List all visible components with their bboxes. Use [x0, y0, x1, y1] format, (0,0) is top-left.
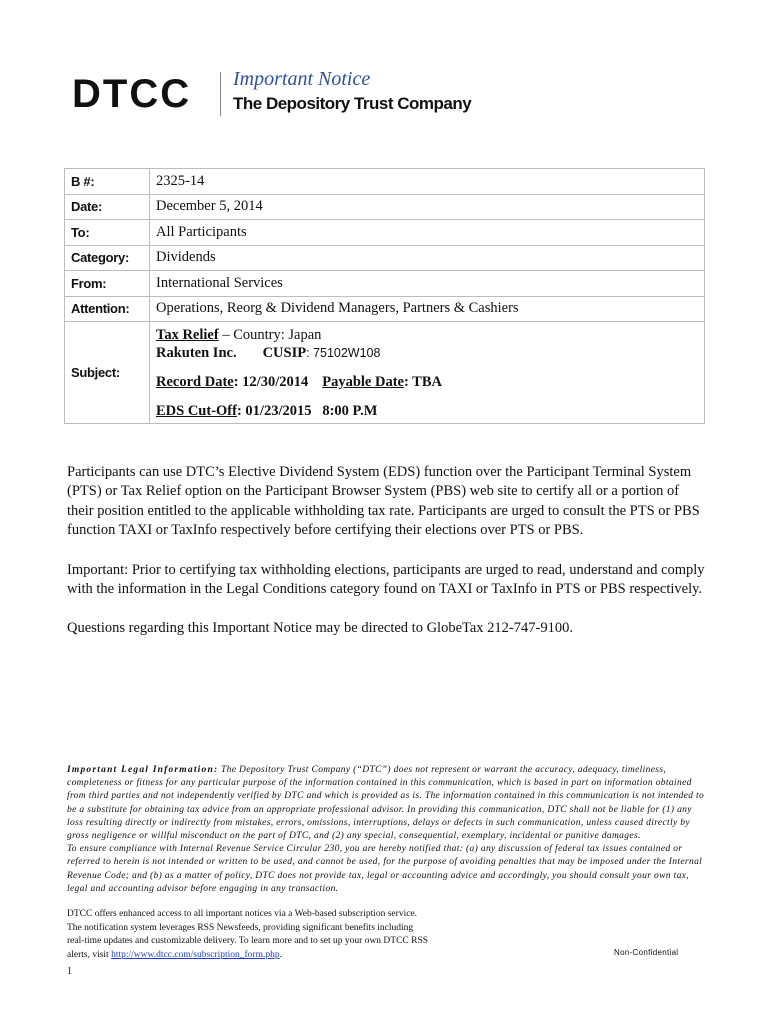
subject-line-issuer	[156, 344, 698, 362]
legal-information	[67, 764, 707, 896]
dtcc-logo: DTCC	[72, 72, 192, 116]
to-label: To:	[65, 220, 150, 246]
attention-value: Operations, Reorg & Dividend Managers, Partners & Cashiers	[150, 296, 705, 322]
record-date-value: : 12/30/2014	[233, 373, 309, 390]
tax-relief-label: Tax Relief	[156, 326, 219, 343]
legal-paragraph-circular-230: To ensure compliance with Internal Revenue Service Circular 230, you are hereby notified that: (a) any discussion of federal tax issues contained or referred to herein is not intended or written to be used, and cannot be used, for the purpose of avoiding penalties that may be imposed under the Internal Revenue Code; and (b) as a matter of policy, DTC does not provide tax, legal or accounting advice and accordingly, you should consult your own tax, legal and accounting advisor before engaging in any transaction.	[67, 844, 703, 894]
company-name: The Depository Trust Company	[233, 94, 472, 113]
legal-heading: Important Legal Information:	[67, 765, 219, 775]
row-from	[65, 271, 705, 297]
footer-line-4-prefix: alerts, visit	[67, 949, 112, 960]
to-value: All Participants	[150, 220, 705, 246]
category-label: Category:	[65, 245, 150, 271]
payable-date-label: Payable Date	[322, 373, 404, 390]
subject-label: Subject:	[65, 322, 150, 424]
from-value: International Services	[150, 271, 705, 297]
eds-cutoff-label: EDS Cut-Off	[156, 402, 237, 419]
legal-paragraph-disclaimer	[67, 764, 707, 843]
cusip-label: CUSIP	[262, 344, 307, 361]
page-number: 1	[67, 966, 72, 977]
footer-line-2: The notification system leverages RSS Newsfeeds, providing significant benefits including	[67, 922, 414, 933]
subject-line-dates	[156, 373, 698, 391]
category-value: Dividends	[150, 245, 705, 271]
notice-header	[72, 66, 692, 116]
footer-line-1: DTCC offers enhanced access to all important notices via a Web-based subscription service.	[67, 909, 418, 919]
issuer-name: Rakuten Inc.	[156, 344, 237, 361]
footer-line-4	[67, 949, 467, 963]
notice-title: Important Notice	[233, 68, 371, 90]
body-paragraph-questions: Questions regarding this Important Notice may be directed to GlobeTax 212-747-9100.	[67, 620, 573, 637]
record-date-label: Record Date	[156, 373, 234, 390]
subscription-form-link[interactable]: http://www.dtcc.com/subscription_form.php	[111, 949, 280, 960]
cusip-value: : 75102W108	[306, 345, 381, 360]
date-label: Date:	[65, 194, 150, 220]
row-bulletin-number	[65, 169, 705, 195]
country-text: – Country: Japan	[218, 326, 322, 343]
bulletin-number-value: 2325-14	[150, 169, 705, 195]
row-to	[65, 220, 705, 246]
subject-value	[150, 322, 705, 424]
date-value: December 5, 2014	[150, 194, 705, 220]
eds-cutoff-value: : 01/23/2015 8:00 P.M	[236, 402, 378, 419]
footer-line-4-suffix: .	[279, 949, 282, 960]
header-divider	[220, 72, 221, 116]
row-attention	[65, 296, 705, 322]
subject-line-tax-relief	[156, 326, 698, 344]
footer-line-3: real-time updates and customizable delivery. To learn more and to set up your own DTCC RSS	[67, 936, 429, 946]
from-label: From:	[65, 271, 150, 297]
attention-label: Attention:	[65, 296, 150, 322]
body-paragraph-important: Important: Prior to certifying tax withholding elections, participants are urged to read, understand and comply with the information in the Legal Conditions category found on TAXI or TaxInfo in PTS or PBS respectively.	[67, 561, 705, 598]
bulletin-number-label: B #:	[65, 169, 150, 195]
notice-info-table	[64, 168, 705, 424]
body-paragraph-eds: Participants can use DTC’s Elective Dividend System (EDS) function over the Participant Terminal System (PTS) or Tax Relief option on the Participant Browser System (PBS) web site to certify all or a portion of their position entitled to the applicable withholding tax rate. Participants are urged to consult the PTS or PBS function TAXI or TaxInfo respectively before certifying their elections over PTS or PBS.	[67, 464, 700, 539]
row-category	[65, 245, 705, 271]
non-confidential-mark: Non-Confidential	[614, 948, 679, 957]
subscription-footer	[67, 908, 467, 962]
legal-disclaimer-text: The Depository Trust Company (“DTC”) does not represent or warrant the accuracy, adequacy, timeliness, completeness or fitness for any particular purpose of the information contained in this communication, which is based in part on information obtained from third parties and not independently verified by DTC and which is provided as is. The information contained in this communication is not intended to be a substitute for obtaining tax advice from an appropriate professional advisor. In providing this communication, DTC shall not be liable for (1) any loss resulting directly or indirectly from mistakes, errors, omissions, interruptions, delays or defects in such communication, unless caused directly by gross negligence or willful misconduct on the part of DTC, and (2) any special, consequential, exemplary, incidental or punitive damages.	[67, 765, 705, 842]
notice-body	[67, 463, 707, 659]
subject-line-eds	[156, 402, 698, 420]
row-subject	[65, 322, 705, 424]
row-date	[65, 194, 705, 220]
payable-date-value: : TBA	[403, 373, 442, 390]
